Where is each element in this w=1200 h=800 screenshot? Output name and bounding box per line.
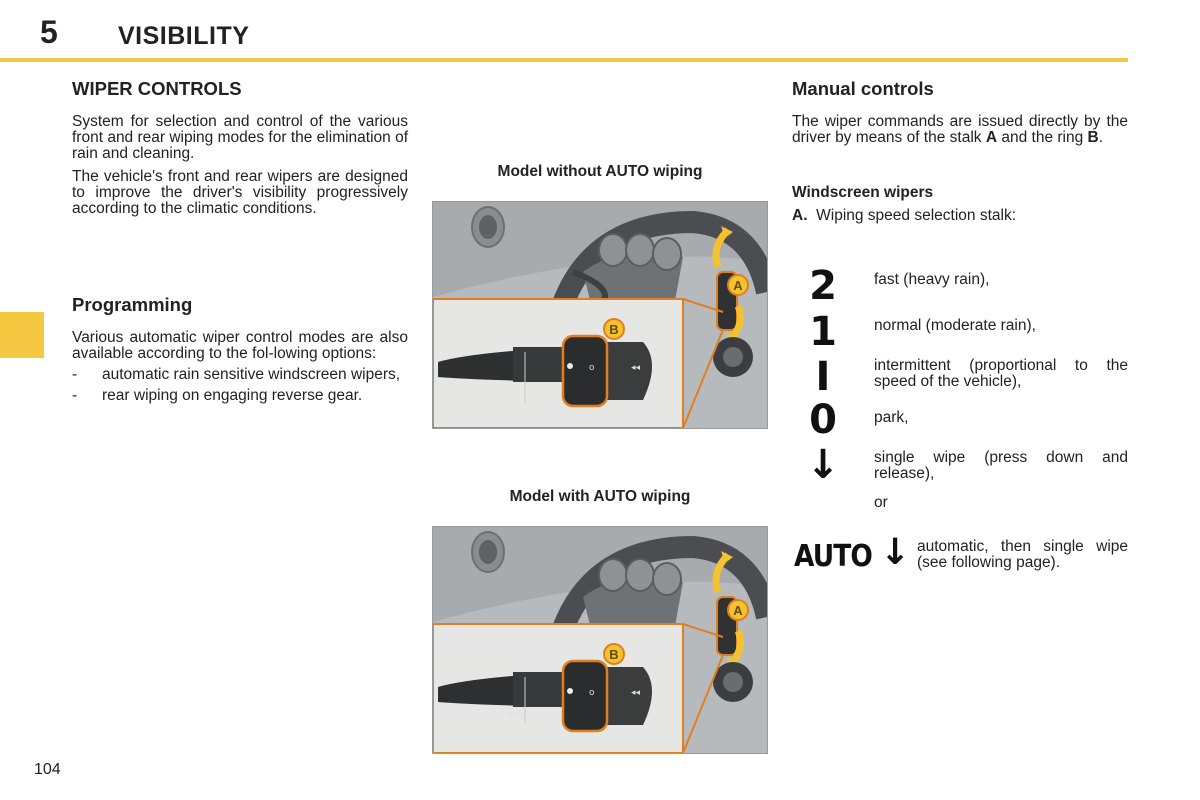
intro-paragraph-1: System for selection and control of the various front and rear wiping modes for the elimination of rain and cleaning. [72,113,409,162]
callout-a: A [733,603,743,618]
programming-section [72,294,408,409]
chapter-number: 5 [40,14,58,50]
stalk-photo-with-auto [432,526,768,754]
programming-body [72,330,408,404]
option-text: automatic rain sensitive windscreen wipers, [102,366,401,383]
speed-text-fast: fast (heavy rain), [874,271,990,288]
list-item [72,388,408,404]
speed-symbol-0: 0 [809,397,837,443]
svg-text:◂◂: ◂◂ [631,363,641,373]
header-rule [0,58,1128,62]
or-text: or [874,494,888,511]
manual-intro-mid: and the ring [1001,129,1084,146]
callout-b: B [609,647,619,662]
speed-symbol-2: 2 [809,263,837,309]
intro-text [72,114,408,217]
options-list [72,367,408,404]
stalk-caption [792,208,1128,224]
svg-text:◂◂: ◂◂ [631,688,641,698]
svg-text:o: o [589,688,595,698]
down-arrow-icon: ↓ [806,442,840,488]
auto-symbol: AUTO [794,539,872,574]
callout-a: A [733,278,743,293]
section-title-manual-controls: Manual controls [792,78,934,99]
auto-down-arrow-icon: ↓ [880,532,911,573]
section-title-programming: Programming [72,294,193,315]
caption-model-without-auto: Model without AUTO wiping [497,163,703,180]
speed-text-park: park, [874,409,909,426]
manual-intro-end: . [1098,129,1104,146]
programming-text: Various automatic wiper control modes are also available according to the fol-lowing options: [72,329,408,362]
speed-symbol-1: 1 [809,309,837,355]
auto-text: automatic, then single wipe (see following page). [917,538,1128,571]
speed-text-normal: normal (moderate rain), [874,317,1036,334]
left-column [72,78,408,224]
manual-intro [792,114,1128,146]
section-title-wiper-controls: WIPER CONTROLS [72,78,242,99]
manual-intro-text: The wiper commands are issued directly by the driver by means of the stalk [792,113,1128,146]
caption-model-with-auto: Model with AUTO wiping [509,488,691,505]
svg-text:o: o [589,363,595,373]
speed-symbol-intermittent: I [815,354,831,400]
page-number: 104 [34,761,61,778]
stalk-label: A. [792,207,808,224]
windscreen-wipers-title: Windscreen wipers [792,184,934,201]
callout-b: B [609,322,619,337]
auto-position-mark: AUTO [507,713,524,719]
option-text: rear wiping on engaging reverse gear. [102,387,363,404]
right-column [792,78,1128,224]
intro-paragraph-2: The vehicle's front and rear wipers are designed to improve the driver's visibility progressively according to the climatic conditions. [72,168,408,217]
dash: - [72,366,78,383]
list-item [72,367,408,383]
stalk-text: Wiping speed selection stalk: [816,207,1017,224]
speed-text-single-wipe: single wipe (press down and release), [874,449,1128,482]
chapter-tab [0,312,44,358]
dash: - [72,387,78,404]
stalk-photo-without-auto [432,201,768,429]
ring-ref: B [1087,129,1099,146]
speed-text-intermittent: intermittent (proportional to the speed of the vehicle), [874,357,1128,390]
stalk-ref: A [985,129,998,146]
chapter-title: VISIBILITY [118,22,250,50]
